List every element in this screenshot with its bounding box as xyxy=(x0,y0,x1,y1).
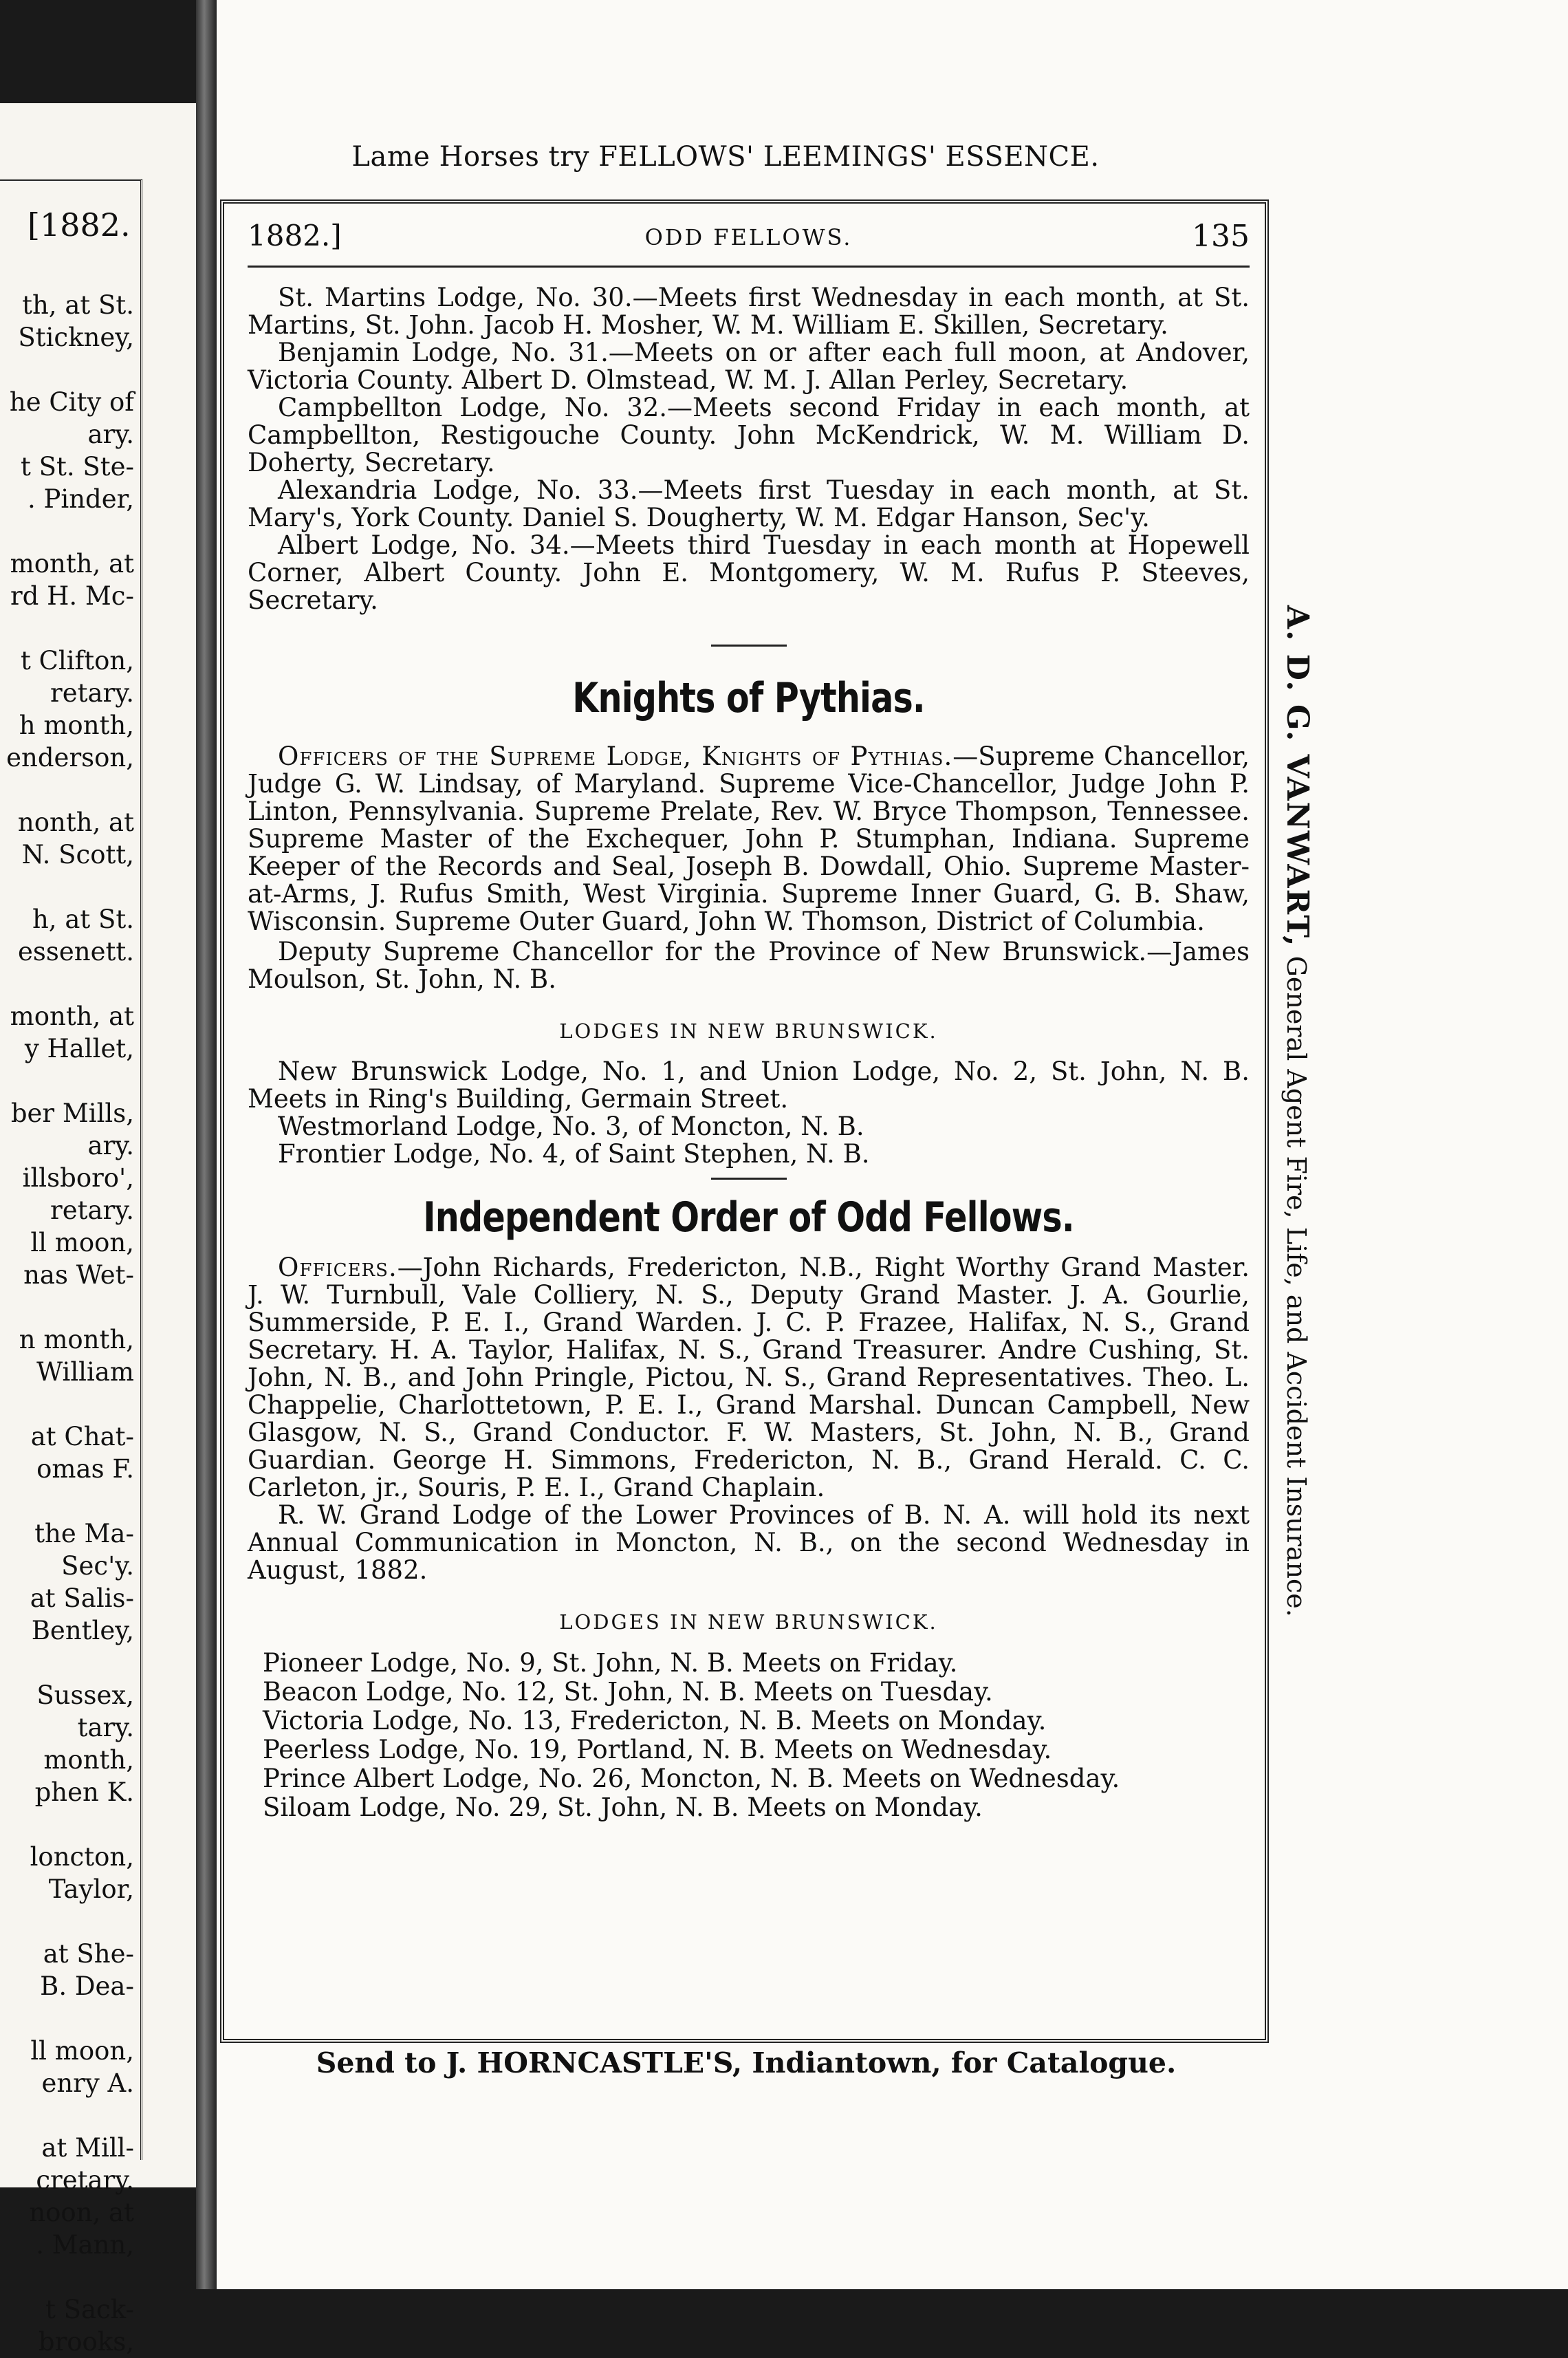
pythias-officers-label: Officers of the Supreme Lodge, Knights of Pythias. xyxy=(278,742,953,771)
pythias-deputy: Deputy Supreme Chancellor for the Province of New Brunswick.—James Moulson, St. John, N. B. xyxy=(248,937,1250,994)
lodge-entry: Albert Lodge, No. 34.—Meets third Tuesday in each month at Hopewell Corner, Albert County. John E. Montgomery, W. M. Rufus P. Steeves, Secretary. xyxy=(248,530,1250,615)
lodge-entry: Campbellton Lodge, No. 32.—Meets second Friday in each month, at Campbellton, Restigouche County. John McKendrick, W. M. William D. Doherty, Secretary. xyxy=(248,393,1250,477)
facing-page-line: th, at St. xyxy=(22,290,134,320)
facing-page-line: month, xyxy=(43,1745,134,1775)
facing-page-line: noon, at xyxy=(29,2198,134,2227)
lodge-entry: Prince Albert Lodge, No. 26, Moncton, N. B. Meets on Wednesday. xyxy=(263,1764,1120,1793)
facing-page-line: N. Scott, xyxy=(21,840,134,869)
running-head-year: 1882.] xyxy=(248,219,342,252)
facing-page-line: nas Wet- xyxy=(23,1260,134,1290)
facing-page-line: t Clifton, xyxy=(20,646,134,675)
facing-page-line: nonth, at xyxy=(17,808,134,837)
side-advertisement-text: General Agent Fire, Life, and Accident Insurance. xyxy=(1281,947,1311,1617)
page-frame xyxy=(220,199,1269,2043)
section-divider xyxy=(711,645,787,647)
facing-page-line: brooks, xyxy=(38,2327,134,2357)
facing-page-line: B. Dea- xyxy=(40,1971,134,2001)
facing-page-line: h, at St. xyxy=(32,905,134,934)
facing-page-line: y Hallet, xyxy=(24,1034,134,1063)
facing-page-line xyxy=(0,1647,134,1679)
facing-page-line: ll moon, xyxy=(30,1228,134,1257)
oddfellows-officers-text: —John Richards, Fredericton, N.B., Right Worthy Grand Master. J. W. Turnbull, Vale Colliery, N. S., Deputy Grand Master. J. A. Gourlie, Summerside, P. E. I., Grand Warden. J. C. P. Frazee, Halifax, N. S., Grand Secretary. H. A. Taylor, Halifax, N. S., Grand Treasurer. Andre Cushing, St. John, N. B., and John Pringle, Pictou, N. S., Grand Representatives. Theo. L. Chappelie, Charlottetown, P. E. I., Grand Marshal. Duncan Campbell, New Glasgow, N. S., Grand Conductor. F. W. Masters, St. John, N. B., Grand Guardian. George H. Simmons, Fredericton, N. B., Grand Herald. C. C. Carleton, jr., Souris, P. E. I., Grand Chaplain. xyxy=(248,1253,1250,1502)
lodge-entry: Peerless Lodge, No. 19, Portland, N. B. Meets on Wednesday. xyxy=(263,1735,1052,1764)
facing-page-line xyxy=(0,354,134,386)
lodge-entry: Beacon Lodge, No. 12, St. John, N. B. Meets on Tuesday. xyxy=(263,1677,993,1707)
lodge-entry: Victoria Lodge, No. 13, Fredericton, N. B. Meets on Monday. xyxy=(263,1706,1047,1735)
running-head-section: ODD FELLOWS. xyxy=(644,224,853,250)
facing-page-line: retary. xyxy=(50,678,134,708)
facing-page-line xyxy=(0,2002,134,2035)
oddfellows-officers-label: Officers. xyxy=(278,1253,398,1282)
book-page xyxy=(217,0,1568,2289)
facing-page-line: loncton, xyxy=(30,1842,134,1872)
facing-page-line: phen K. xyxy=(34,1777,134,1807)
facing-page-line: Sec'y. xyxy=(61,1551,134,1581)
facing-page-line xyxy=(0,871,134,903)
facing-page-line xyxy=(0,2099,134,2132)
lodge-entry: Benjamin Lodge, No. 31.—Meets on or after each full moon, at Andover, Victoria County. Albert D. Olmstead, W. M. J. Allan Perley, Secretary. xyxy=(248,338,1250,395)
top-lodge-list xyxy=(248,284,1250,614)
lodge-entry: Alexandria Lodge, No. 33.—Meets first Tuesday in each month, at St. Mary's, York County. Daniel S. Dougherty, W. M. Edgar Hanson, Sec'y. xyxy=(248,475,1250,532)
facing-page-text xyxy=(0,289,134,2358)
facing-page-line xyxy=(0,1808,134,1841)
facing-page-line: at Chat- xyxy=(30,1422,134,1451)
facing-page-line: Stickney, xyxy=(18,323,134,352)
facing-page-line xyxy=(0,1291,134,1323)
facing-page-line: ary. xyxy=(87,420,134,449)
facing-page-line: month, at xyxy=(10,549,134,578)
facing-page-line: ber Mills, xyxy=(10,1099,134,1128)
facing-page-line: Taylor, xyxy=(48,1874,134,1904)
oddfellows-meeting: R. W. Grand Lodge of the Lower Provinces of B. N. A. will hold its next Annual Communication in Moncton, N. B., on the second Wednesday in August, 1882. xyxy=(248,1500,1250,1585)
facing-page-line xyxy=(0,1905,134,1938)
pythias-officers xyxy=(248,743,1250,935)
facing-page-line xyxy=(0,1065,134,1097)
facing-page-line xyxy=(0,774,134,806)
facing-page-line xyxy=(0,968,134,1000)
lodge-entry: Pioneer Lodge, No. 9, St. John, N. B. Meets on Friday. xyxy=(263,1648,958,1678)
page-number: 135 xyxy=(1192,219,1250,254)
facing-page-line: ll moon, xyxy=(30,2036,134,2066)
facing-page-line: retary. xyxy=(50,1196,134,1225)
oddfellows-lodges-heading: LODGES IN NEW BRUNSWICK. xyxy=(559,1610,938,1634)
lodge-entry: Westmorland Lodge, No. 3, of Moncton, N. B. xyxy=(278,1112,864,1141)
facing-page-line: he City of xyxy=(9,387,134,417)
section-divider xyxy=(711,1178,787,1180)
side-advertisement-name: A. D. G. VANWART, xyxy=(1280,605,1315,948)
pythias-heading: Knights of Pythias. xyxy=(572,674,925,722)
facing-page-line: at Salis- xyxy=(30,1583,134,1613)
facing-page-line: enderson, xyxy=(6,743,134,772)
book-gutter xyxy=(196,0,217,2289)
oddfellows-heading: Independent Order of Odd Fellows. xyxy=(423,1193,1074,1242)
facing-page-line: cretary. xyxy=(36,2165,134,2195)
facing-page-line: essenett. xyxy=(18,937,134,966)
facing-page-line xyxy=(0,2261,134,2293)
facing-page-line xyxy=(0,515,134,548)
running-head xyxy=(248,217,1250,268)
facing-page-line xyxy=(0,612,134,645)
oddfellows-officers xyxy=(248,1254,1250,1502)
facing-page-line: . Pinder, xyxy=(27,484,134,514)
facing-page-line xyxy=(0,1485,134,1517)
facing-page-line: . Mann, xyxy=(36,2230,134,2260)
facing-page-line: the Ma- xyxy=(34,1519,134,1548)
facing-page-year: [1882. xyxy=(28,206,131,244)
facing-page-line: rd H. Mc- xyxy=(10,581,134,611)
facing-page-line: n month, xyxy=(19,1325,134,1354)
top-advertisement: Lame Horses try FELLOWS' LEEMINGS' ESSENCE. xyxy=(351,141,1100,173)
facing-page-line xyxy=(0,1388,134,1420)
facing-page-line: t St. Ste- xyxy=(21,452,134,482)
facing-page-line: at She- xyxy=(43,1939,134,1969)
facing-page-line: ary. xyxy=(87,1131,134,1160)
pythias-officers-text: —Supreme Chancellor, Judge G. W. Lindsay, of Maryland. Supreme Vice-Chancellor, Judge John P. Linton, Pennsylvania. Supreme Prelate, Rev. W. Bryce Thompson, Tennessee. Supreme Master of the Exchequer, John P. Stumphan, Indiana. Supreme Keeper of the Records and Seal, Joseph B. Dowdall, Ohio. Supreme Master-at-Arms, J. Rufus Smith, West Virginia. Supreme Inner Guard, G. B. Shaw, Wisconsin. Supreme Outer Guard, John W. Thomson, District of Columbia. xyxy=(248,742,1250,936)
lodge-entry: Frontier Lodge, No. 4, of Saint Stephen, N. B. xyxy=(278,1139,870,1169)
facing-page-line: William xyxy=(36,1357,134,1387)
facing-page-line: enry A. xyxy=(41,2068,134,2098)
lodge-entry: St. Martins Lodge, No. 30.—Meets first Wednesday in each month, at St. Martins, St. John. Jacob H. Mosher, W. M. William E. Skillen, Secretary. xyxy=(248,283,1250,340)
facing-page-line: h month, xyxy=(19,711,134,740)
pythias-lodges-heading: LODGES IN NEW BRUNSWICK. xyxy=(559,1019,938,1043)
facing-page-line: Bentley, xyxy=(31,1616,134,1645)
facing-page-line: at Mill- xyxy=(41,2133,134,2163)
bottom-advertisement: Send to J. HORNCASTLE'S, Indiantown, for Catalogue. xyxy=(316,2046,1177,2079)
facing-page-line: t Sack- xyxy=(45,2295,134,2324)
lodge-entry: Siloam Lodge, No. 29, St. John, N. B. Meets on Monday. xyxy=(263,1793,983,1822)
lodge-entry: New Brunswick Lodge, No. 1, and Union Lodge, No. 2, St. John, N. B. Meets in Ring's Building, Germain Street. xyxy=(248,1057,1250,1114)
facing-page-line: month, at xyxy=(10,1002,134,1031)
facing-page-line: omas F. xyxy=(36,1454,134,1484)
facing-page-line: tary. xyxy=(77,1713,134,1742)
facing-page xyxy=(0,103,196,2357)
facing-page-line: illsboro', xyxy=(22,1163,134,1193)
side-advertisement xyxy=(1279,605,1320,1637)
facing-page-line: Sussex, xyxy=(36,1680,134,1710)
